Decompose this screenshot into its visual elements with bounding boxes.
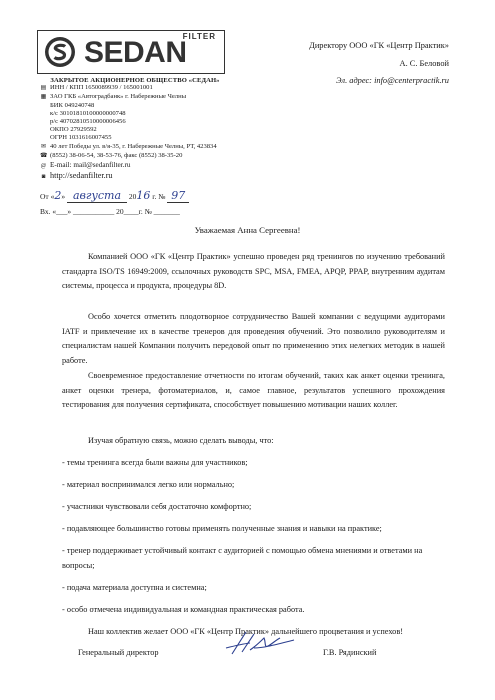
paragraph-3-text: Своевременное предоставление отчетности по итогам обучений, таких как анкет оценки тренинга, анкет оценки тренера, фотоматериалов, и, самое главное, результатов успешного прохождения тестирования для получения сертификата, способствует повышению мотивации наших коллег.	[62, 371, 445, 410]
logo-wordmark: SEDAN	[84, 36, 187, 69]
company-logo	[37, 30, 225, 74]
outgoing-month: августа	[67, 189, 127, 203]
outgoing-prefix: От «	[40, 192, 55, 201]
requisite-row	[40, 84, 153, 92]
signatory-title: Генеральный директор	[78, 648, 159, 657]
addressee-name: А. С. Беловой	[399, 59, 449, 68]
requisite-text: ЗАО ГКБ «Автоградбанк» г. Набережные Челны	[50, 93, 187, 100]
requisite-text: E-mail: mail@sedanfilter.ru	[50, 161, 131, 169]
requisite-text: к/с 30101810100000000748	[50, 110, 126, 117]
outgoing-number-label: №	[158, 192, 166, 201]
outgoing-day: 2	[54, 189, 62, 202]
paragraph-4	[62, 434, 445, 449]
list-item: - темы тренинга всегда были важны для участников;	[62, 458, 248, 467]
addressee-email: Эл. адрес: info@centerpractik.ru	[335, 76, 449, 85]
list-item: - участники чувствовали себя достаточно комфортно;	[62, 502, 252, 511]
requisite-text: р/с 40702810510000006456	[50, 118, 126, 125]
blank-icon	[40, 133, 47, 139]
outgoing-year-prefix: 20	[128, 192, 137, 201]
closing-text: Наш коллектив желает ООО «ГК «Центр Практик» дальнейшего процветания и успехов!	[88, 627, 404, 636]
outgoing-year-suffix: г.	[152, 192, 157, 201]
outgoing-mid: »	[61, 192, 66, 201]
list-item: - тренер поддерживает устойчивый контакт с аудиторией с помощью обмена мнениями и ответами на вопросы;	[62, 546, 423, 570]
paragraph-4-text: Изучая обратную связь, можно сделать выводы, что:	[88, 436, 274, 445]
list-item: - материал воспринимался легко или нормально;	[62, 480, 235, 489]
mail-icon: ✉	[40, 144, 47, 150]
company-name: ЗАКРЫТОЕ АКЦИОНЕРНОЕ ОБЩЕСТВО «СЕДАН»	[50, 77, 220, 84]
blank-icon	[40, 125, 47, 131]
paragraph-1-text: Компанией ООО «ГК «Центр Практик» успешно проведен ряд тренингов по изучению требований стандарта ISO/TS 16949:2009, ссылочных руководств SPC, MSA, FMEA, APQP, PPAP, внутренним аудитам системы, процесса и продукта, процедуры 8D.	[62, 252, 445, 291]
requisite-row[interactable]	[40, 172, 113, 180]
requisite-text: http://sedanfilter.ru	[50, 171, 113, 180]
document-icon: ▤	[40, 85, 47, 91]
web-icon: ◙	[41, 174, 46, 180]
requisite-text: ОКПО 27929592	[50, 126, 97, 133]
greeting: Уважаемая Анна Сергеевна!	[194, 225, 301, 235]
requisite-text: (8552) 38-06-54, 38-53-76, факс (8552) 38-35-20	[50, 152, 183, 159]
requisite-text: ИНН / КПП 1650089939 / 165001001	[50, 84, 153, 91]
requisite-row[interactable]	[40, 162, 130, 170]
signatory-name: Г.В. Рядинский	[323, 648, 377, 657]
requisite-row	[40, 143, 217, 151]
requisite-text: 40 лет Победы ул. в/я-35, г. Набережные Челны, РТ, 423834	[50, 143, 217, 150]
blank-icon	[40, 109, 47, 115]
outgoing-number: 97	[167, 189, 189, 203]
requisite-row	[40, 133, 112, 142]
list-item: - подача материала доступна и системна;	[62, 583, 207, 592]
paragraph-3	[62, 369, 445, 413]
requisite-row	[40, 93, 186, 101]
email-icon: @	[40, 163, 47, 169]
incoming-number-row: Вх. «___» ___________ 20____г. № _______	[40, 207, 180, 216]
bank-icon: ▦	[40, 94, 47, 100]
outgoing-year: 16	[136, 189, 151, 202]
requisite-row	[40, 152, 182, 160]
paragraph-1	[62, 250, 445, 294]
logo-filter-text: FILTER	[182, 32, 216, 41]
blank-icon	[40, 101, 47, 107]
addressee-position: Директору ООО «ГК «Центр Практик»	[309, 41, 449, 50]
requisite-text: ОГРН 1031616007455	[50, 134, 112, 141]
blank-icon	[40, 117, 47, 123]
paragraph-2	[62, 310, 445, 368]
paragraph-2-text: Особо хочется отметить плодотворное сотрудничество Вашей компании с ведущими аудиторами IATF и привлечение их в качестве тренеров для проведения обучений. Это позволило руководителям и специалистам нашей Компании получить передовой опыт по применению этих нелегких методик в нашей работе.	[62, 312, 445, 365]
sedan-logo-icon	[44, 36, 76, 68]
list-item: - подавляющее большинство готовы применять полученные знания и навыки на практике;	[62, 524, 382, 533]
handwritten-signature	[220, 628, 300, 660]
outgoing-number-row	[40, 189, 189, 202]
phone-icon: ☎	[40, 153, 48, 159]
requisite-text: БИК 049240748	[50, 102, 95, 109]
list-item: - особо отмечена индивидуальная и командная практическая работа.	[62, 605, 305, 614]
